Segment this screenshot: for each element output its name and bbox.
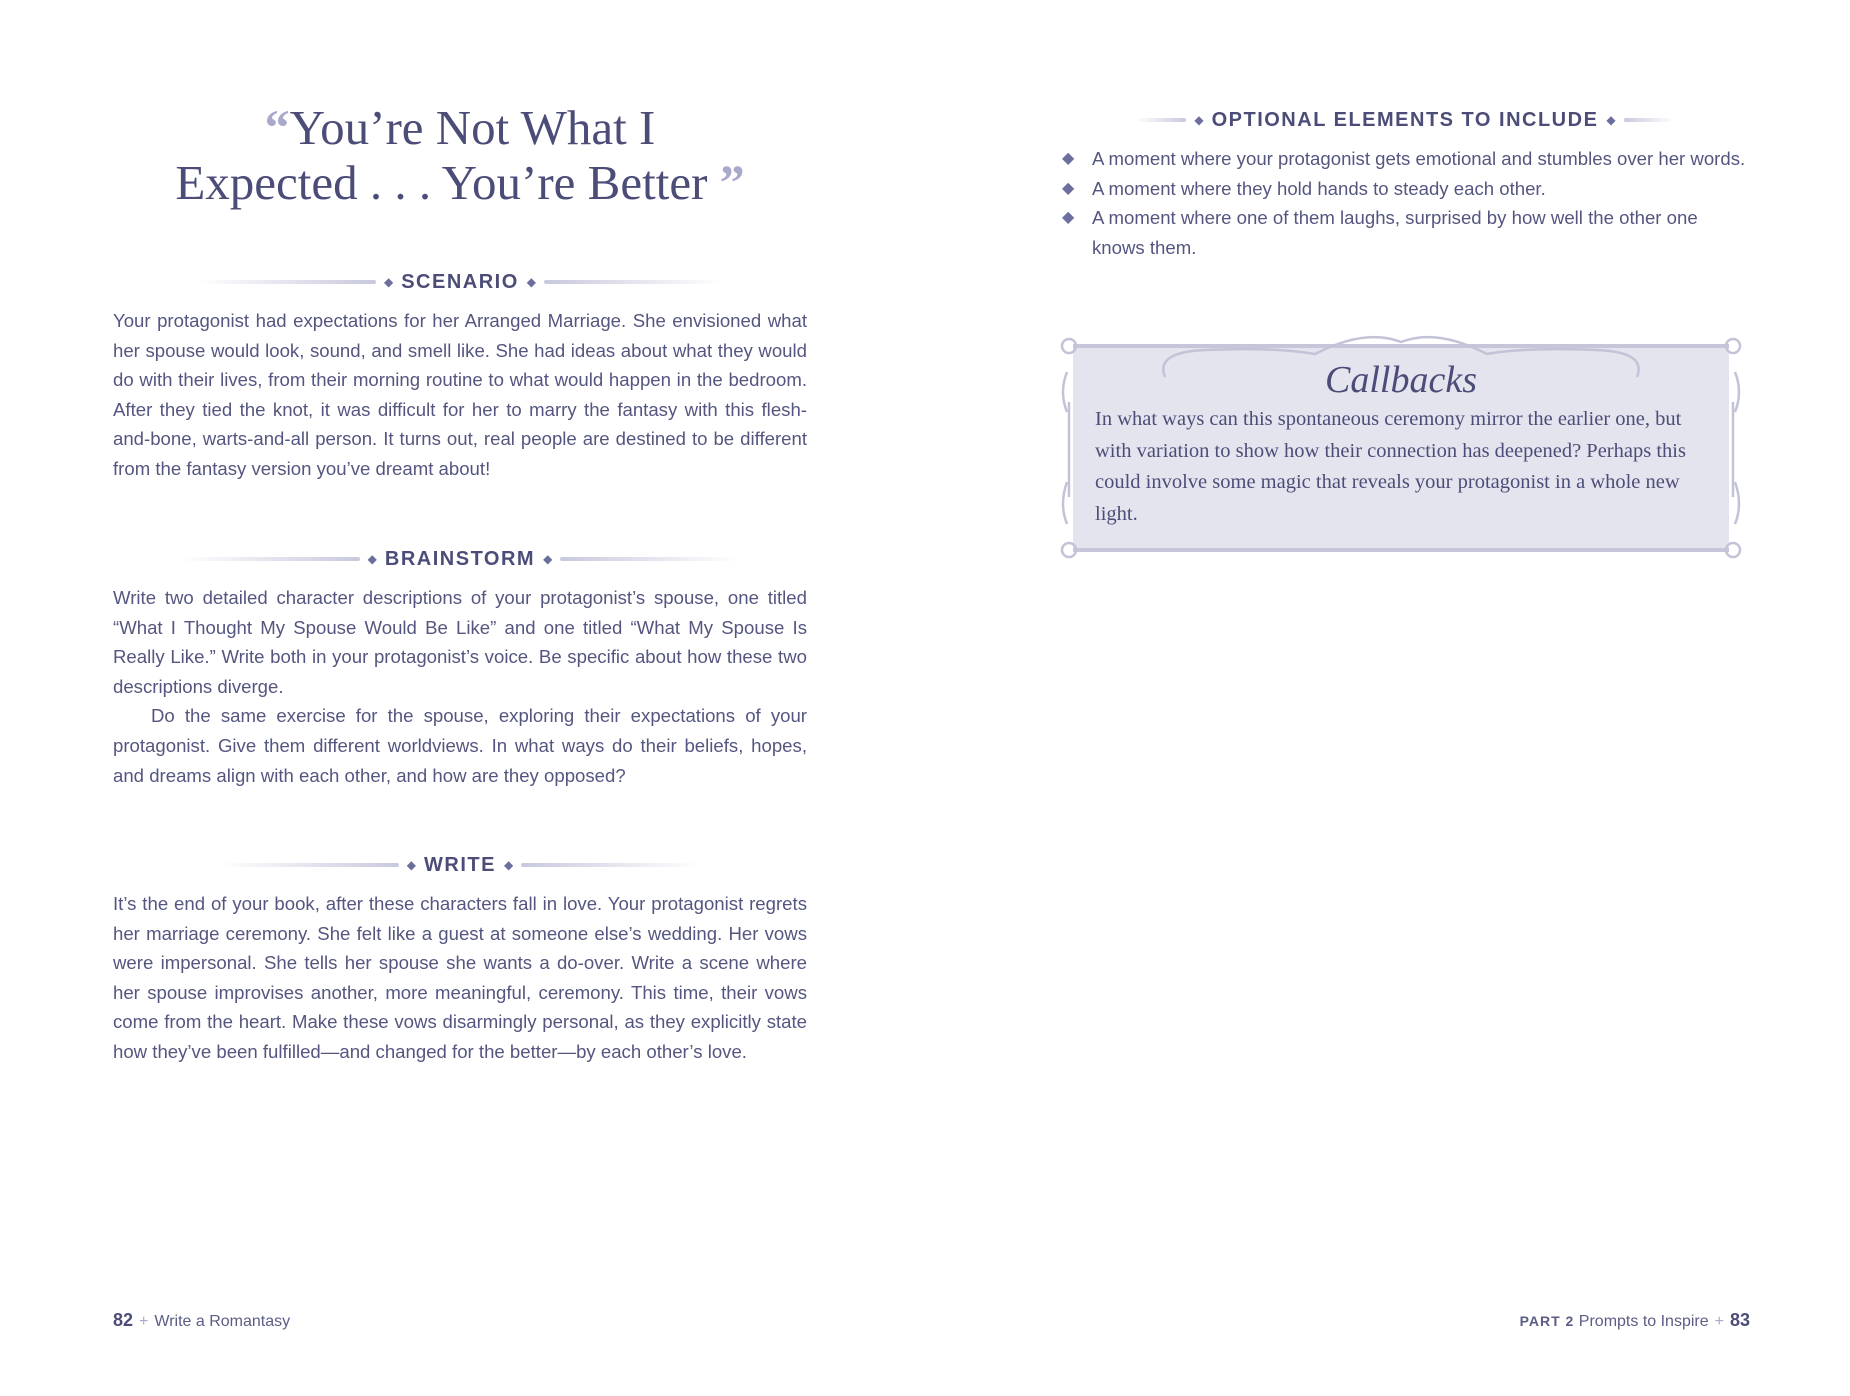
divider — [180, 557, 360, 561]
list-item — [1060, 174, 1750, 204]
section-title: Prompts to Inspire — [1578, 1313, 1709, 1330]
diamond-icon: ◆ — [503, 858, 514, 872]
diamond-icon: ◆ — [383, 275, 394, 289]
open-quote-icon: “ — [264, 99, 290, 155]
divider — [560, 557, 740, 561]
diamond-bullet-icon: ◆ — [1062, 209, 1075, 227]
list-item-text: A moment where your protagonist gets emotional and stumbles over her words. — [1092, 148, 1746, 169]
diamond-icon: ◆ — [1606, 113, 1616, 127]
callbacks-box — [1055, 332, 1747, 564]
divider — [1136, 118, 1186, 122]
diamond-icon: ◆ — [367, 552, 377, 566]
footer-left — [113, 1310, 290, 1331]
brainstorm-heading — [113, 547, 807, 571]
list-item-text: A moment where they hold hands to steady each other. — [1092, 177, 1546, 199]
optional-heading — [1060, 108, 1750, 132]
title-line-1: You’re Not What I — [289, 100, 656, 155]
page-number: 83 — [1729, 1310, 1750, 1330]
separator: + — [1714, 1313, 1724, 1330]
divider — [196, 280, 376, 284]
diamond-icon: ◆ — [526, 275, 537, 289]
book-title: Write a Romantasy — [154, 1313, 291, 1330]
separator: + — [139, 1313, 149, 1330]
divider — [219, 863, 399, 867]
diamond-icon: ◆ — [1194, 113, 1204, 127]
list-item — [1060, 203, 1750, 262]
callbacks-text: In what ways can this spontaneous ceremony mirror the earlier one, but with variation to show how their connection has deepened? Perhaps this could involve some magic that reveals your protagonist in a whole new light. — [1095, 408, 1686, 525]
paragraph: Your protagonist had expectations for her Arranged Marriage. She envisioned what her spouse would look, sound, and smell like. She had ideas about what they would do with their lives, from their morning routine to what would happen in the bedroom. After they tied the knot, it was difficult for her to marry the fantasy with this flesh-and-bone, warts-and-all person. It turns out, real people are destined to be different from the fantasy version you’ve dreamt about! — [113, 310, 807, 479]
diamond-bullet-icon: ◆ — [1062, 150, 1075, 167]
list-item — [1060, 144, 1750, 174]
write-heading — [113, 853, 807, 877]
divider — [544, 280, 724, 284]
diamond-icon: ◆ — [543, 552, 553, 566]
divider — [521, 863, 701, 867]
optional-list — [1060, 144, 1750, 262]
divider — [1624, 118, 1674, 122]
heading-label: OPTIONAL ELEMENTS TO INCLUDE — [1211, 108, 1599, 131]
page-number: 82 — [113, 1310, 134, 1330]
heading-label: BRAINSTORM — [384, 547, 536, 570]
write-text — [113, 889, 807, 1067]
list-item-text: A moment where one of them laughs, surprised by how well the other one knows them. — [1092, 207, 1698, 258]
close-quote-icon: ” — [719, 154, 745, 210]
page-title — [113, 100, 807, 210]
scenario-heading — [113, 270, 807, 294]
brainstorm-text — [113, 583, 807, 790]
diamond-bullet-icon: ◆ — [1062, 179, 1075, 197]
part-label: PART 2 — [1519, 1313, 1575, 1329]
heading-label: SCENARIO — [401, 270, 519, 293]
scenario-text — [113, 306, 807, 484]
paragraph: It’s the end of your book, after these characters fall in love. Your protagonist regrets her marriage ceremony. She felt like a guest at someone else’s wedding. Her vows were impersonal. She tells her spouse she wants a do-over. Write a scene where her spouse improvises another, more meaningful, ceremony. This time, their vows come from the heart. Make these vows disarmingly personal, as they explicitly state how they’ve been fulfilled—and changed for the better—by each other’s love. — [113, 893, 807, 1062]
paragraph: Write two detailed character descriptions of your protagonist’s spouse, one titled “What I Thought My Spouse Would Be Like” and one titled “What My Spouse Is Really Like.” Write both in your protagonist’s voice. Be specific about how these two descriptions diverge. — [113, 587, 807, 697]
footer-right — [1520, 1310, 1750, 1331]
callbacks-title: Callbacks — [1325, 359, 1477, 401]
diamond-icon: ◆ — [406, 858, 417, 872]
paragraph: Do the same exercise for the spouse, exploring their expectations of your protagonist. Give them different worldviews. In what ways do their beliefs, hopes, and dreams align with each other, and how are they opposed? — [113, 705, 807, 786]
title-line-2: Expected . . . You’re Better — [175, 155, 708, 210]
heading-label: WRITE — [424, 853, 496, 876]
